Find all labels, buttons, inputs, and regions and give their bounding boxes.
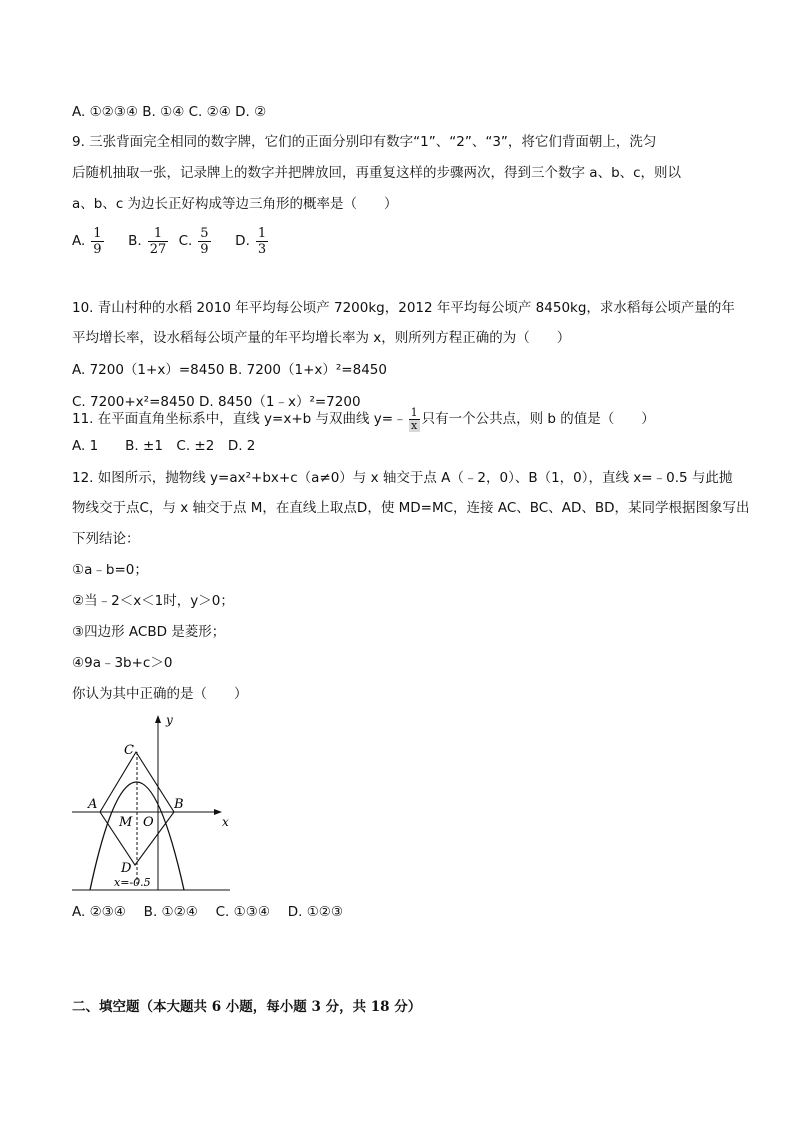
q11-fraction	[409, 407, 420, 432]
q9-option-b-fraction	[148, 226, 169, 257]
x-axis-arrow-icon	[214, 809, 222, 815]
label-line-equation: x=-0.5	[114, 876, 151, 889]
q11-options: A. 1 B. ±1 C. ±2 D. 2	[72, 438, 256, 454]
q9-option-c-letter: C.	[178, 233, 193, 249]
y-axis-arrow-icon	[155, 715, 161, 723]
label-y: y	[166, 713, 173, 727]
q9-option-a-letter: A.	[72, 233, 86, 249]
q9-option-b-letter: B.	[128, 233, 142, 249]
label-d: D	[121, 861, 132, 876]
label-b: B	[174, 797, 184, 812]
q9-line1: 9. 三张背面完全相同的数字牌，它们的正面分别印有数字“1”、“2”、“3”，将它们背面朝上，洗匀	[72, 134, 657, 150]
q9-option-d-letter: D.	[235, 233, 250, 249]
q9-option-a-fraction	[91, 226, 103, 257]
q12-question: 你认为其中正确的是（ ）	[72, 686, 248, 702]
q12-conclusion-2: ②当﹣2＜x＜1时，y＞0；	[72, 593, 234, 609]
q12-conclusion-4: ④9a﹣3b+c＞0	[72, 655, 173, 671]
q9-line3: a、b、c 为边长正好构成等边三角形的概率是（ ）	[72, 196, 398, 212]
q12-conclusion-1: ①a﹣b=0；	[72, 562, 148, 578]
label-m: M	[119, 815, 133, 830]
q10-line1: 10. 青山村种的水稻 2010 年平均每公顷产 7200kg，2012 年平均每公顷产 8450kg，求水稻每公顷产量的年	[72, 300, 735, 316]
q10-options-cd: C. 7200+x²=8450 D. 8450（1﹣x）²=7200	[72, 394, 361, 410]
fraction-denominator: 9	[200, 241, 209, 257]
section-2-heading: 二、填空题（本大题共 6 小题，每小题 3 分，共 18 分）	[72, 999, 422, 1015]
q9-line2: 后随机抽取一张，记录牌上的数字并把牌放回，再重复这样的步骤两次，得到三个数字 a、b、c，则以	[72, 165, 682, 181]
q12-line1: 12. 如图所示，抛物线 y=ax²+bx+c（a≠0）与 x 轴交于点 A（﹣2，0）、B（1，0），直线 x=﹣0.5 与此抛	[72, 470, 733, 486]
fraction-denominator: 27	[149, 241, 167, 257]
fraction-denominator: 3	[257, 241, 267, 257]
q9-option-c-fraction	[198, 226, 210, 257]
fraction-denominator: 9	[93, 241, 102, 257]
label-a: A	[88, 797, 98, 812]
q11-suffix: 只有一个公共点，则 b 的值是（ ）	[421, 411, 655, 427]
q9-options	[72, 224, 274, 258]
q10-line2: 平均增长率，设水稻每公顷产量的年平均增长率为 x，则所列方程正确的为（ ）	[72, 330, 571, 346]
q12-options: A. ②③④ B. ①②④ C. ①③④ D. ①②③	[72, 904, 344, 920]
fraction-numerator: 1	[93, 225, 102, 241]
q9-option-d-fraction	[256, 226, 268, 257]
q8-options: A. ①②③④ B. ①④ C. ②④ D. ②	[72, 104, 267, 120]
q11-prefix: 11. 在平面直角坐标系中，直线 y=x+b 与双曲线 y=﹣	[72, 411, 407, 427]
fraction-numerator: 5	[200, 225, 209, 241]
q12-line2: 物线交于点C，与 x 轴交于点 M，在直线上取点D，使 MD=MC，连接 AC、BC、AD、BD，某同学根据图象写出	[72, 500, 750, 516]
fraction-denominator: x	[409, 420, 420, 432]
label-x: x	[222, 815, 229, 829]
q12-parabola-figure	[72, 712, 234, 894]
fraction-numerator: 1	[148, 226, 169, 242]
q10-options-ab: A. 7200（1+x）=8450 B. 7200（1+x）²=8450	[72, 362, 387, 378]
label-o: O	[143, 815, 154, 830]
fraction-numerator: 1	[410, 405, 418, 419]
q12-conclusion-3: ③四边形 ACBD 是菱形；	[72, 624, 226, 640]
fraction-numerator: 1	[257, 225, 267, 241]
q12-line3: 下列结论：	[72, 531, 140, 547]
q11-line1	[72, 402, 655, 436]
label-c: C	[124, 743, 134, 758]
